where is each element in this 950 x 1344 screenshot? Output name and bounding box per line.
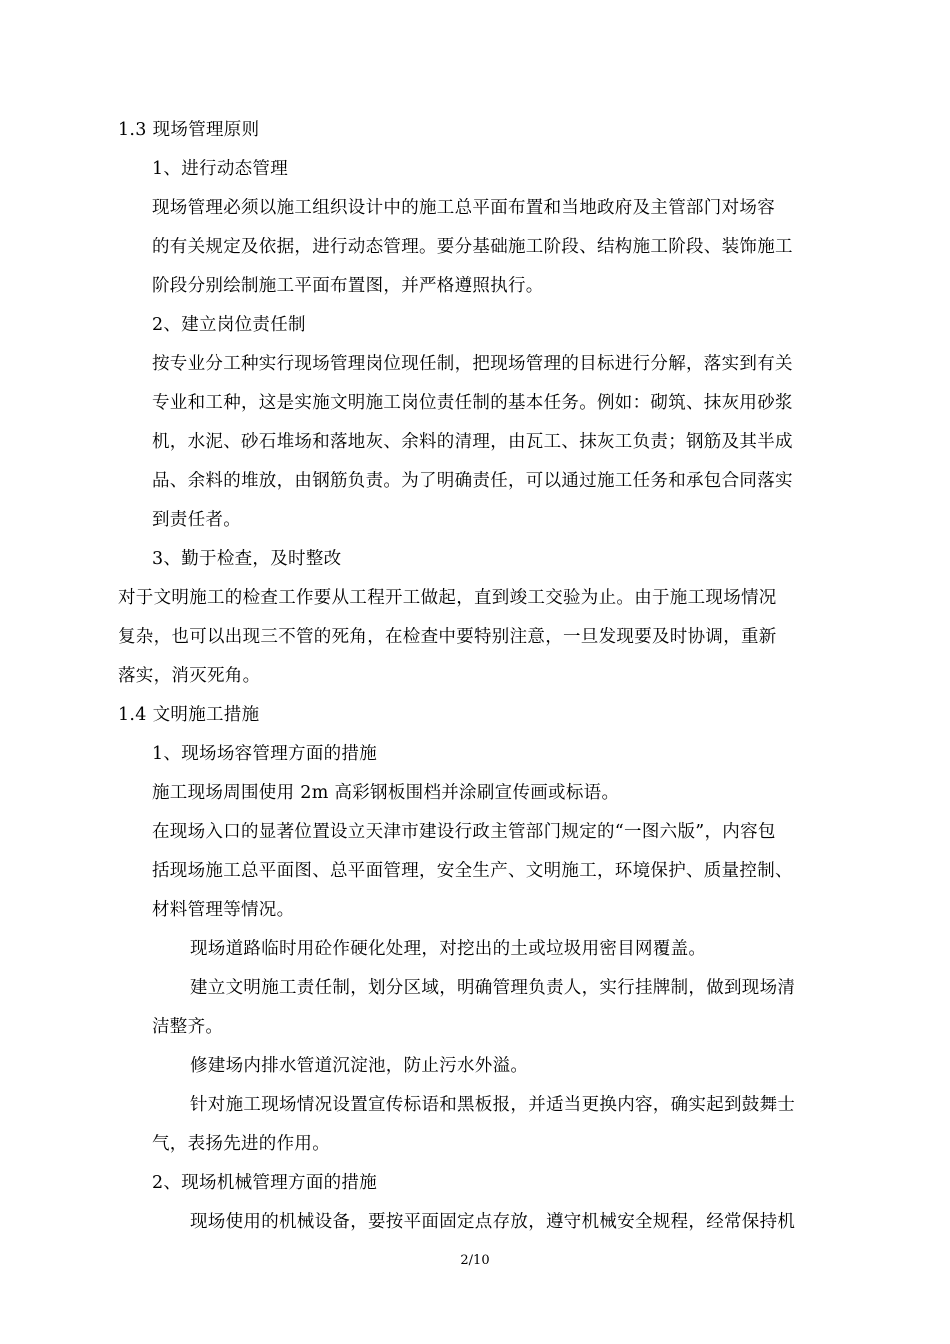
paragraph-line: 修建场内排水管道沉淀池，防止污水外溢。	[190, 1056, 529, 1076]
paragraph-line: 按专业分工种实行现场管理岗位现任制，把现场管理的目标进行分解，落实到有关	[152, 354, 793, 374]
paragraph-line: 现场道路临时用砼作硬化处理，对挖出的土或垃圾用密目网覆盖。	[190, 939, 707, 959]
subheading-inspection: 3、勤于检查，及时整改	[152, 549, 342, 569]
paragraph-line: 现场使用的机械设备，要按平面固定点存放，遵守机械安全规程，经常保持机	[190, 1212, 796, 1232]
paragraph-line: 在现场入口的显著位置设立天津市建设行政主管部门规定的“一图六版”，内容包	[152, 822, 776, 842]
subheading-site-appearance: 1、现场场容管理方面的措施	[152, 744, 378, 764]
paragraph-line: 品、余料的堆放，由钢筋负责。为了明确责任，可以通过施工任务和承包合同落实	[152, 471, 793, 491]
paragraph-line: 落实，消灭死角。	[118, 666, 261, 686]
paragraph-line: 材料管理等情况。	[152, 900, 295, 920]
paragraph-line: 阶段分别绘制施工平面布置图，并严格遵照执行。	[152, 276, 544, 296]
paragraph-line: 复杂，也可以出现三不管的死角，在检查中要特别注意，一旦发现要及时协调，重新	[118, 627, 777, 647]
paragraph-line: 机，水泥、砂石堆场和落地灰、余料的清理，由瓦工、抹灰工负责；钢筋及其半成	[152, 432, 793, 452]
subheading-machinery: 2、现场机械管理方面的措施	[152, 1173, 378, 1193]
paragraph-line: 针对施工现场情况设置宣传标语和黑板报，并适当更换内容，确实起到鼓舞士	[190, 1095, 796, 1115]
paragraph-line: 洁整齐。	[152, 1017, 224, 1037]
paragraph-line: 专业和工种，这是实施文明施工岗位责任制的基本任务。例如：砌筑、抹灰用砂浆	[152, 393, 793, 413]
paragraph-line: 括现场施工总平面图、总平面管理，安全生产、文明施工，环境保护、质量控制、	[152, 861, 793, 881]
section-heading-1-3: 1.3 现场管理原则	[118, 120, 260, 140]
paragraph-line: 气，表扬先进的作用。	[152, 1134, 330, 1154]
paragraph-line: 现场管理必须以施工组织设计中的施工总平面布置和当地政府及主管部门对场容	[152, 198, 775, 218]
paragraph-line: 到责任者。	[152, 510, 241, 530]
page-number: 2/10	[460, 1253, 490, 1268]
subheading-dynamic-management: 1、进行动态管理	[152, 159, 289, 179]
subheading-post-responsibility: 2、建立岗位责任制	[152, 315, 306, 335]
section-heading-1-4: 1.4 文明施工措施	[118, 705, 260, 725]
paragraph-line: 对于文明施工的检查工作要从工程开工做起，直到竣工交验为止。由于施工现场情况	[118, 588, 777, 608]
paragraph-line: 建立文明施工责任制，划分区域，明确管理负责人，实行挂牌制，做到现场清	[190, 978, 796, 998]
paragraph-line: 的有关规定及依据，进行动态管理。要分基础施工阶段、结构施工阶段、装饰施工	[152, 237, 793, 257]
paragraph-line: 施工现场周围使用 2m 高彩钢板围档并涂刷宣传画或标语。	[152, 783, 620, 803]
